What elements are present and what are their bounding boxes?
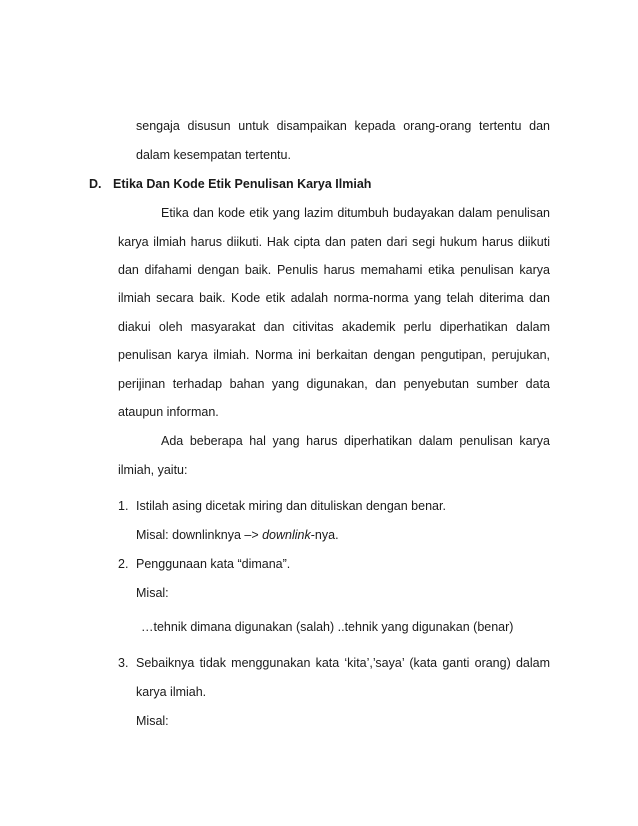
list-item-1-example-italic: downlink <box>262 528 311 542</box>
paragraph1-line-3: dan difahami dengan baik. Penulis harus memahami etika penulisan karya <box>118 263 550 277</box>
list-item-2-example-label: Misal: <box>136 586 169 600</box>
paragraph1-line-8: ataupun informan. <box>118 405 219 419</box>
paragraph1-line-5: diakui oleh masyarakat dan citivitas akademik perlu diperhatikan dalam <box>118 320 550 334</box>
continuation-line-2: dalam kesempatan tertentu. <box>136 148 291 162</box>
list-item-3-text-line-1: Sebaiknya tidak menggunakan kata ‘kita’,’saya’ (kata ganti orang) dalam <box>136 656 550 670</box>
list-item-3-text-line-2: karya ilmiah. <box>136 685 207 699</box>
list-item-2-number: 2. <box>118 557 129 571</box>
list-item-1-example-prefix: Misal: downlinknya –> <box>136 528 263 542</box>
list-item-1-number: 1. <box>118 499 129 513</box>
paragraph1-line-2: karya ilmiah harus diikuti. Hak cipta dan paten dari segi hukum harus diikuti <box>118 235 550 249</box>
section-marker: D. <box>89 177 102 191</box>
paragraph2-line-1: Ada beberapa hal yang harus diperhatikan dalam penulisan karya <box>161 434 550 448</box>
list-item-3-number: 3. <box>118 656 129 670</box>
paragraph1-line-7: perijinan terhadap bahan yang digunakan, dan penyebutan sumber data <box>118 377 550 391</box>
paragraph1-line-4: ilmiah secara baik. Kode etik adalah norma-norma yang telah diterima dan <box>118 291 550 305</box>
list-item-2-text: Penggunaan kata “dimana”. <box>136 557 291 571</box>
section-title: Etika Dan Kode Etik Penulisan Karya Ilmiah <box>113 177 372 191</box>
list-item-1-example-suffix: -nya. <box>310 528 339 542</box>
paragraph2-line-2: ilmiah, yaitu: <box>118 463 188 477</box>
list-item-3-example-label: Misal: <box>136 714 169 728</box>
list-item-1-example <box>136 527 339 543</box>
paragraph1-line-1: Etika dan kode etik yang lazim ditumbuh budayakan dalam penulisan <box>161 206 550 220</box>
paragraph1-line-6: penulisan karya ilmiah. Norma ini berkaitan dengan pengutipan, perujukan, <box>118 348 550 362</box>
list-item-1-text: Istilah asing dicetak miring dan dituliskan dengan benar. <box>136 499 446 513</box>
continuation-line-1: sengaja disusun untuk disampaikan kepada orang-orang tertentu dan <box>136 119 550 133</box>
list-item-2-example: …tehnik dimana digunakan (salah) ..tehnik yang digunakan (benar) <box>141 620 514 634</box>
